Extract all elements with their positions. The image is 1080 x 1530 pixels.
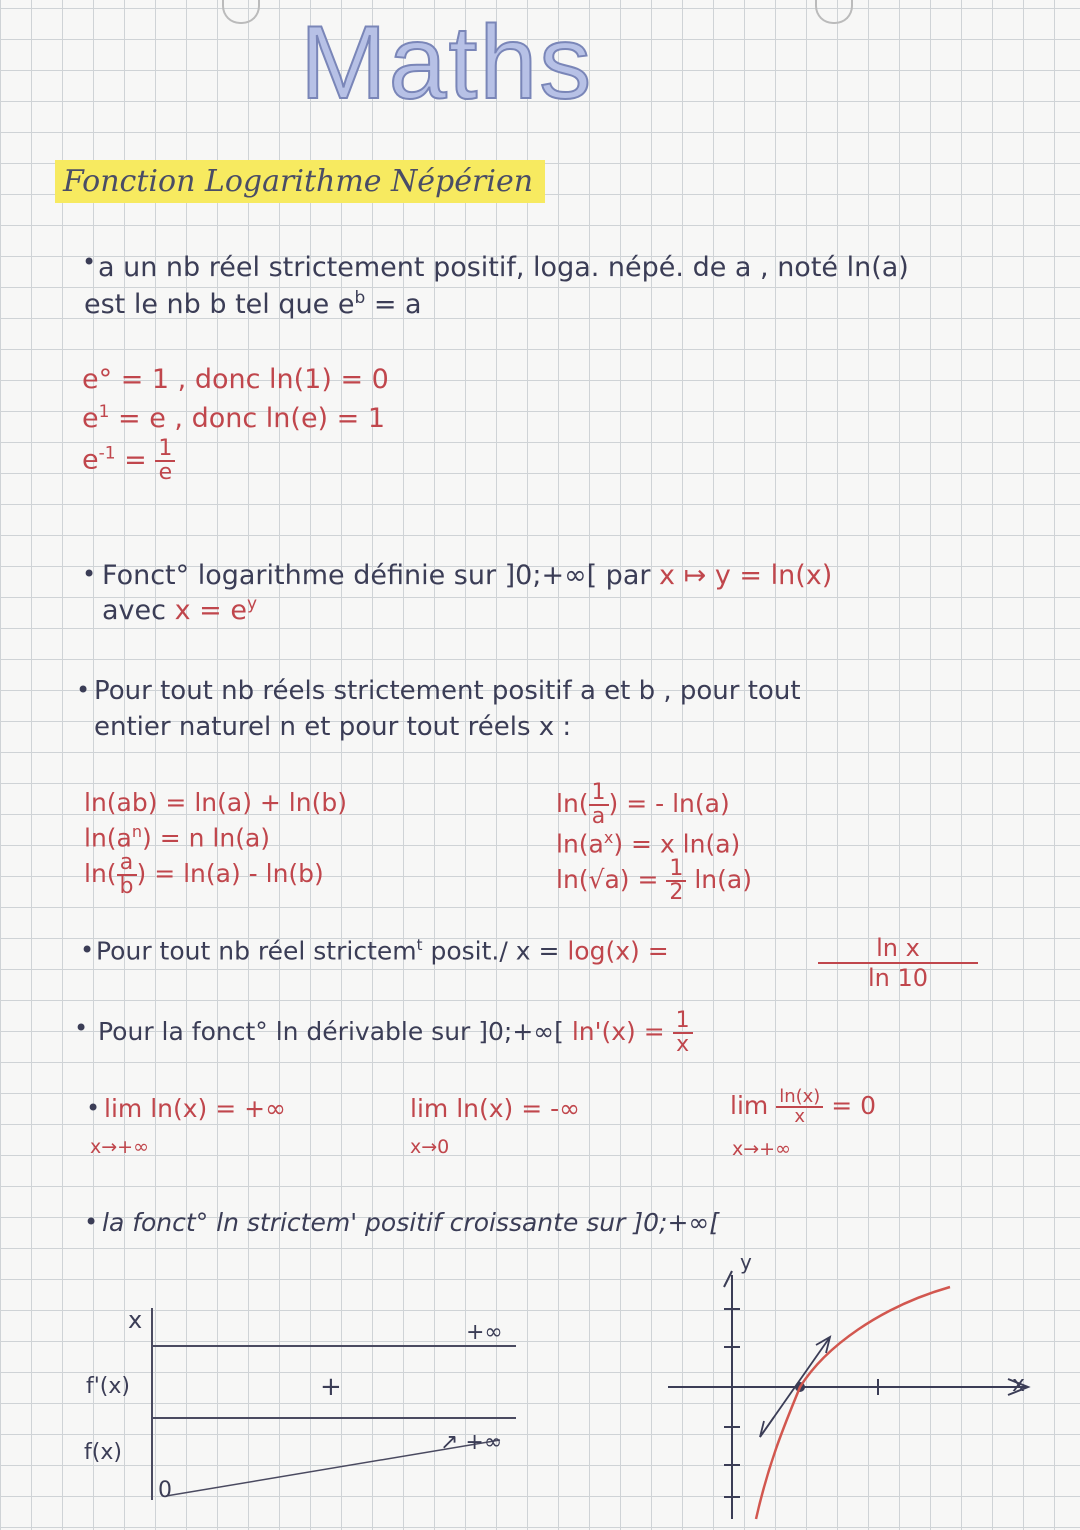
fonction-line-2: avec $x = e^y$ [102, 594, 258, 626]
graph-x-label: x [1012, 1372, 1026, 1397]
property-ln-sqrt: ln(√a) = $\frac{1}{2}$ ln(a) [556, 856, 752, 905]
bullet: • [80, 936, 95, 964]
fraction: $\frac{1}{2}$ [666, 858, 686, 904]
log10-fraction: ln x ln 10 [818, 934, 978, 992]
fraction: $\frac{1}{e}$ [155, 438, 175, 484]
table-f-end: ↗ +∞ [440, 1430, 503, 1455]
derivee-line: Pour la fonct° ln dérivable sur ]0;+∞[ ln'(x) = $\frac{1}{x}$ [98, 1010, 693, 1056]
table-f-start: 0 [158, 1478, 172, 1503]
table-fprime-label: f'(x) [86, 1374, 130, 1399]
fraction: $\frac{1}{x}$ [673, 1010, 693, 1056]
ln-graph [650, 1257, 1050, 1527]
fraction: $\frac{1}{a}$ [589, 782, 609, 828]
bullet: • [76, 676, 91, 704]
limit-ratio: lim $\frac{\ln(x)}{x}$ = 0 [730, 1086, 877, 1127]
binder-hole-right [815, 0, 853, 24]
fraction: $\frac{\ln(x)}{x}$ [776, 1088, 823, 1126]
table-x-label: x [128, 1306, 143, 1334]
bullet: • [84, 1208, 99, 1236]
ln-curve [756, 1287, 950, 1519]
fraction: $\frac{a}{b}$ [117, 852, 137, 898]
binder-hole-left [222, 0, 260, 24]
table-x-end: +∞ [466, 1320, 503, 1345]
definition-line-2: est le nb b tel que $e^b = a$ [84, 288, 422, 320]
limit-plus-infinity: lim ln(x) = +∞ [104, 1094, 286, 1123]
fonction-line-1: Fonct° logarithme définie sur ]0;+∞[ par x ↦ y = ln(x) [102, 560, 833, 591]
bullet: • [86, 1094, 101, 1122]
pour-tout-line-2: entier naturel n et pour tout réels x : [94, 712, 572, 742]
section-subtitle: Fonction Logarithme Népérien [55, 160, 545, 203]
log10-line: Pour tout nb réel strictem$^t$ posit./ x = log(x) = [96, 936, 669, 966]
bullet: • [82, 560, 97, 588]
identity-1: e° = 1 , donc ln(1) = 0 [82, 364, 389, 395]
property-ln-product: ln(ab) = ln(a) + ln(b) [84, 788, 347, 817]
definition-line-1: a un nb réel strictement positif, loga. népé. de a , noté ln(a) [98, 252, 909, 283]
page-title: Maths [300, 5, 594, 121]
property-ln-power-x: $\ln(a^x) = x$ ln(a) [556, 828, 741, 859]
property-ln-inverse: ln( $\frac{1}{a}$ ) = - ln(a) [556, 780, 730, 829]
bullet: • [82, 248, 97, 276]
limit-ratio-sub: x→+∞ [732, 1138, 791, 1160]
croissance-line: la fonct° ln strictem' positif croissante sur ]0;+∞[ [102, 1208, 719, 1237]
limit-zero: lim ln(x) = -∞ [410, 1094, 580, 1123]
pour-tout-line-1: Pour tout nb réels strictement positif a et b , pour tout [94, 676, 801, 706]
graph-y-label: y [740, 1250, 752, 1274]
limit-zero-sub: x→0 [410, 1136, 450, 1158]
table-sign: + [320, 1372, 342, 1402]
table-f-label: f(x) [84, 1440, 122, 1465]
property-ln-quotient: ln( $\frac{a}{b}$ ) = ln(a) - ln(b) [84, 850, 324, 899]
property-ln-power: $\ln(a^n) = n$ ln(a) [84, 822, 271, 853]
identity-3: $e^{-1}$ = $\frac{1}{e}$ [82, 438, 175, 484]
bullet: • [74, 1014, 89, 1042]
identity-2: $e^1 = e$ , donc ln(e) = 1 [82, 402, 386, 434]
limit-plus-infinity-sub: x→+∞ [90, 1136, 149, 1158]
